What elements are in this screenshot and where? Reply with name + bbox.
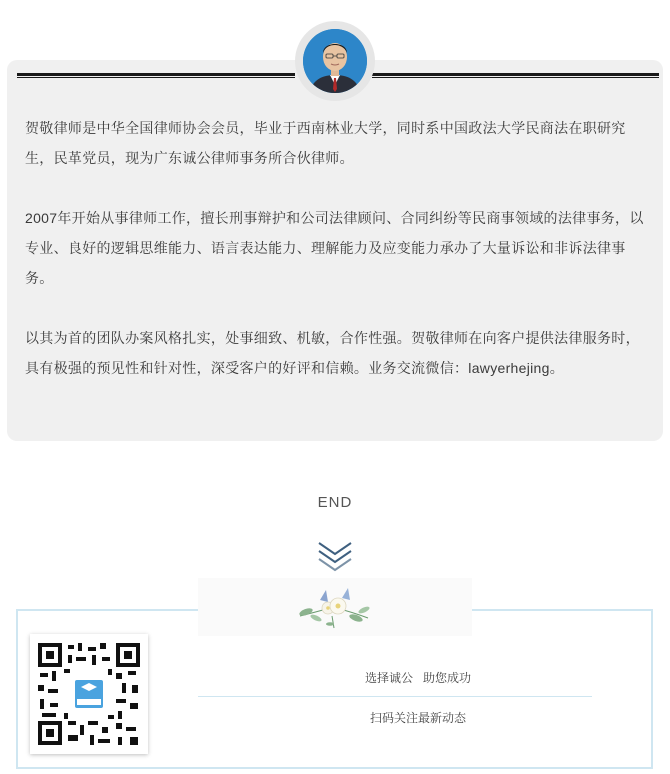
- follow-text: 扫码关注最新动态: [369, 711, 466, 725]
- bio-paragraph-1: 贺敬律师是中华全国律师协会会员，毕业于西南林业大学，同时系中国政法大学民商法在职研究生，民革党员，现为广东诚公律师事务所合伙律师。: [25, 120, 626, 166]
- footer-border-left: [18, 609, 200, 611]
- end-label: END: [317, 494, 353, 511]
- qr-code-card: [30, 634, 148, 754]
- bio-text: [25, 113, 649, 413]
- bio-card: [7, 60, 663, 441]
- slogan: [318, 669, 518, 686]
- title-rule-left: [17, 73, 295, 78]
- title-rule-right: [372, 73, 659, 78]
- footer-divider: [198, 696, 592, 697]
- slogan-part-1: 选择诚公: [364, 671, 413, 685]
- avatar: [303, 29, 367, 93]
- lawyer-portrait-icon: [303, 29, 367, 93]
- qr-code: [38, 643, 140, 745]
- flower-icon: [296, 582, 372, 632]
- footer-border-right: [472, 609, 653, 611]
- flower-banner: [198, 578, 472, 636]
- bio-paragraph-2: 2007年开始从事律师工作，擅长刑事辩护和公司法律顾问、合同纠纷等民商事领域的法律事务，以专业、良好的逻辑思维能力、语言表达能力、理解能力及应变能力承办了大量诉讼和非诉法律事务。: [25, 210, 644, 286]
- double-chevron-down-icon: [317, 540, 353, 574]
- bio-paragraph-3: 以其为首的团队办案风格扎实，处事细致、机敏，合作性强。贺敬律师在向客户提供法律服务时，具有极强的预见性和针对性，深受客户的好评和信赖。业务交流微信：lawyerhejing。: [25, 330, 640, 376]
- slogan-part-2: 助您成功: [423, 671, 472, 685]
- avatar-frame: [295, 21, 375, 101]
